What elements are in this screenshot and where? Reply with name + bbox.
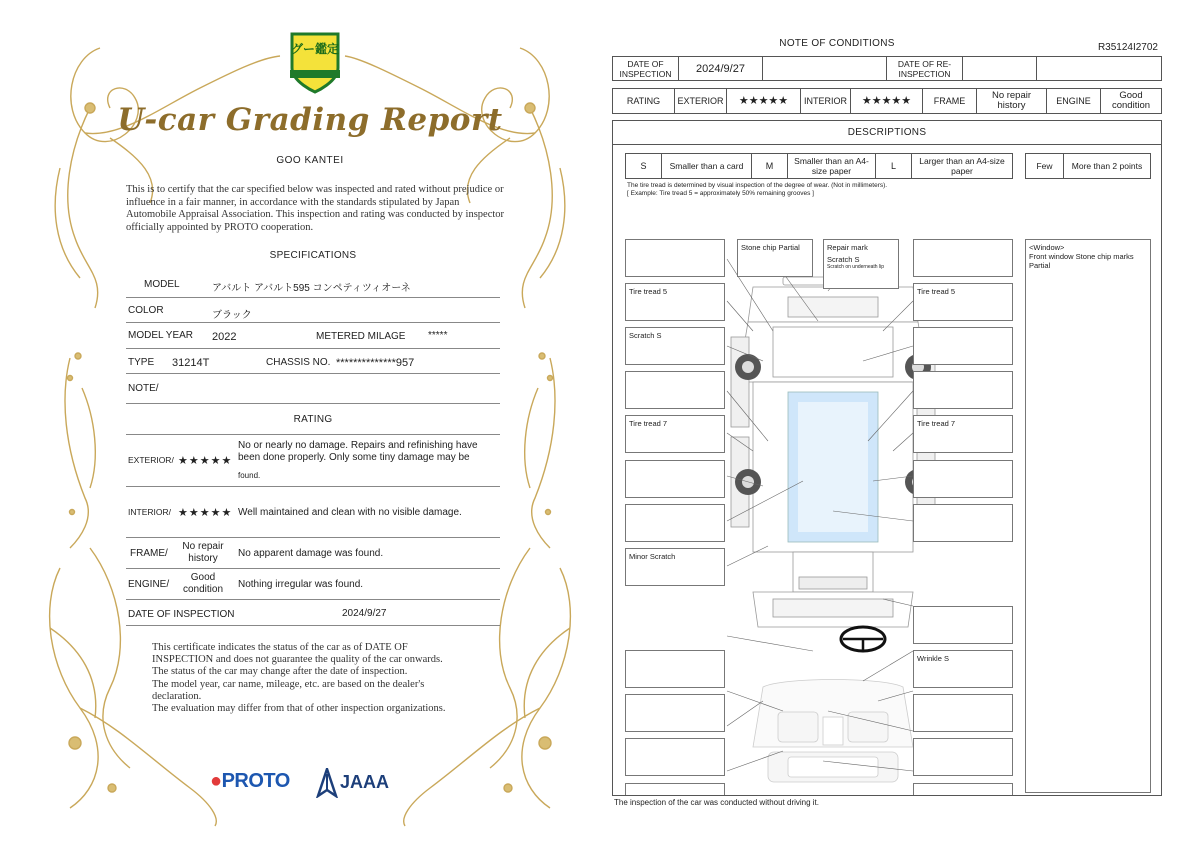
engine-label: ENGINE/ <box>128 579 170 590</box>
legend-l-text: Larger than an A4-size paper <box>919 156 1005 176</box>
engine-value: Good condition <box>182 572 224 595</box>
spec-row-color <box>126 298 500 323</box>
reinspection-blank <box>1037 57 1161 80</box>
date-label: DATE OF INSPECTION <box>613 57 679 80</box>
callout-tire-rear-right: Tire tread 7 <box>913 415 1013 453</box>
exterior-description-end: found. <box>238 471 261 480</box>
tire-tread-note: The tire tread is determined by visual inspection of the degree of wear. (Not in millimeters). <box>627 182 888 189</box>
callout-box <box>625 460 725 498</box>
frame-description: No apparent damage was found. <box>238 548 384 559</box>
chassis-label: CHASSIS NO. <box>266 357 331 368</box>
few-legend <box>1025 153 1151 179</box>
callout-stone-chip: Stone chip Partial <box>737 239 813 277</box>
callout-minor-scratch: Minor Scratch <box>625 548 725 586</box>
legend-few-text: More than 2 points <box>1071 161 1143 171</box>
disclaimer-line: INSPECTION and does not guarantee the quality of the car onwards. <box>152 654 443 666</box>
callout-box <box>913 327 1013 365</box>
exterior-label: EXTERIOR <box>675 89 727 113</box>
spec-row-model <box>126 270 500 298</box>
spec-row-year <box>126 323 500 349</box>
callout-box <box>625 371 725 409</box>
rating-table <box>612 88 1162 114</box>
engine-description: Nothing irregular was found. <box>238 579 364 590</box>
interior-description: Well maintained and clean with no visible damage. <box>238 507 462 518</box>
engine-value: Good condition <box>1111 90 1151 111</box>
date-blank <box>763 57 887 80</box>
tire-tread-example: [ Example: Tire tread 5 = approximately 50% remaining grooves ] <box>627 190 814 197</box>
type-value: 31214T <box>172 357 210 369</box>
date-table <box>612 56 1162 81</box>
callout-box <box>913 694 1013 732</box>
steering-wheel-icon <box>841 627 885 651</box>
frame-value: No repair history <box>977 89 1047 113</box>
size-legend <box>625 153 1013 179</box>
callout-box <box>625 650 725 688</box>
callout-repair-mark <box>823 239 899 289</box>
rating-label: RATING <box>613 89 675 113</box>
model-label: MODEL <box>144 279 180 290</box>
callout-box <box>913 460 1013 498</box>
descriptions-panel <box>612 120 1162 796</box>
rating-row-interior <box>126 487 500 538</box>
wheel-rear-left-icon <box>735 469 761 495</box>
legend-m-text: Smaller than an A4-size paper <box>788 154 876 178</box>
report-id: R35124I2702 <box>1097 42 1158 53</box>
interior-label: INTERIOR <box>801 89 851 113</box>
legend-s-text: Smaller than a card <box>662 154 752 178</box>
jaaa-emblem-icon <box>316 768 338 798</box>
report-subtitle: GOO KANTEI <box>276 155 344 166</box>
disclaimer-line: This certificate indicates the status of the car as of DATE OF <box>152 642 408 653</box>
legend-m: M <box>752 154 788 178</box>
callout-box <box>913 504 1013 542</box>
model-value: アバルト アバルト595 コンペティツィオーネ <box>212 283 411 294</box>
date-value: 2024/9/27 <box>679 57 763 80</box>
milage-label: METERED MILAGE <box>316 331 406 342</box>
jaaa-logo: JAAA <box>340 772 390 792</box>
inspection-date-label: DATE OF INSPECTION <box>128 609 235 620</box>
callout-box <box>625 239 725 277</box>
repair-mark-label: Repair mark <box>827 243 868 252</box>
engine-label: ENGINE <box>1047 89 1101 113</box>
callout-scratch-left: Scratch S <box>625 327 725 365</box>
spec-row-note <box>126 374 500 404</box>
callout-tire-front-left: Tire tread 5 <box>625 283 725 321</box>
legend-l: L <box>876 154 912 178</box>
report-title: U-car Grading Report <box>117 102 503 138</box>
callout-tire-rear-left: Tire tread 7 <box>625 415 725 453</box>
rating-heading: RATING <box>293 414 333 425</box>
spec-row-type <box>126 349 500 374</box>
note-of-conditions <box>612 30 1164 820</box>
model-year-value: 2022 <box>212 331 237 343</box>
legend-few: Few <box>1026 154 1064 178</box>
interior-label: INTERIOR/ <box>128 507 171 517</box>
disclaimer-line: The model year, car name, mileage, etc. are based on the dealer's <box>152 678 425 690</box>
exterior-stars: ★★★★★ <box>727 89 801 113</box>
badge-label: グー鑑定 <box>290 42 339 56</box>
window-heading: <Window> <box>1029 243 1065 252</box>
certificate-intro: This is to certify that the car specified below was inspected and rated without prejudice or influence in a fair manner, in accordance with the standards stipulated by Japan Automobile Appraisal Association. This inspection and rating was conducted by inspector officially appointed by PROTO cooperation. <box>126 184 505 233</box>
frame-label: FRAME <box>923 89 977 113</box>
callout-box <box>913 371 1013 409</box>
scratch-s-label: Scratch S <box>827 255 860 264</box>
callout-box <box>913 783 1013 795</box>
certificate-disclaimer <box>152 642 482 715</box>
reinspection-label: DATE OF RE-INSPECTION <box>887 57 963 80</box>
exterior-label: EXTERIOR/ <box>128 455 174 465</box>
callout-box <box>625 504 725 542</box>
note-footer: The inspection of the car was conducted without driving it. <box>614 798 819 807</box>
frame-label: FRAME/ <box>130 548 168 559</box>
exterior-stars: ★★★★★ <box>178 455 233 467</box>
proto-logo: ●PROTO <box>210 770 290 792</box>
reinspection-value <box>963 57 1037 80</box>
chassis-value: **************957 <box>336 357 415 369</box>
exterior-description: No or nearly no damage. Repairs and refinishing have been done properly. Only some tiny damage may be <box>238 440 478 463</box>
callout-box <box>913 239 1013 277</box>
legend-s: S <box>626 154 662 178</box>
model-year-label: MODEL YEAR <box>128 330 194 341</box>
disclaimer-line: The status of the car may change after the date of inspection. <box>152 666 408 678</box>
type-label: TYPE <box>128 357 155 368</box>
callout-box <box>913 606 1013 644</box>
callout-tire-front-right: Tire tread 5 <box>913 283 1013 321</box>
frame-value: No repair history <box>182 541 224 564</box>
issuer-logos <box>210 768 430 798</box>
milage-value: ***** <box>428 330 448 341</box>
callout-box <box>625 738 725 776</box>
callout-box <box>913 738 1013 776</box>
scratch-s-detail: Scratch on underneath lip <box>827 264 884 270</box>
wheel-front-left-icon <box>735 354 761 380</box>
rating-row-date <box>126 600 500 626</box>
rating-row-engine <box>126 569 500 600</box>
callout-box <box>625 694 725 732</box>
interior-stars: ★★★★★ <box>178 507 233 519</box>
note-title: NOTE OF CONDITIONS <box>779 38 895 49</box>
disclaimer-line: The evaluation may differ from that of other inspection organizations. <box>152 703 446 715</box>
note-label: NOTE/ <box>128 383 159 394</box>
window-text: Front window Stone chip marks Partial <box>1029 252 1134 270</box>
disclaimer-line: declaration. <box>152 690 202 702</box>
callout-box <box>625 783 725 795</box>
color-label: COLOR <box>128 305 164 316</box>
specifications-heading: SPECIFICATIONS <box>269 250 357 261</box>
rating-row-frame <box>126 538 500 569</box>
rating-row-exterior <box>126 434 500 487</box>
descriptions-heading: DESCRIPTIONS <box>613 121 1161 145</box>
interior-stars: ★★★★★ <box>851 89 923 113</box>
color-value: ブラック <box>212 310 252 321</box>
grading-certificate <box>40 28 580 828</box>
window-remarks <box>1025 239 1151 793</box>
inspection-date-value: 2024/9/27 <box>342 608 387 619</box>
callout-wrinkle: Wrinkle S <box>913 650 1013 688</box>
